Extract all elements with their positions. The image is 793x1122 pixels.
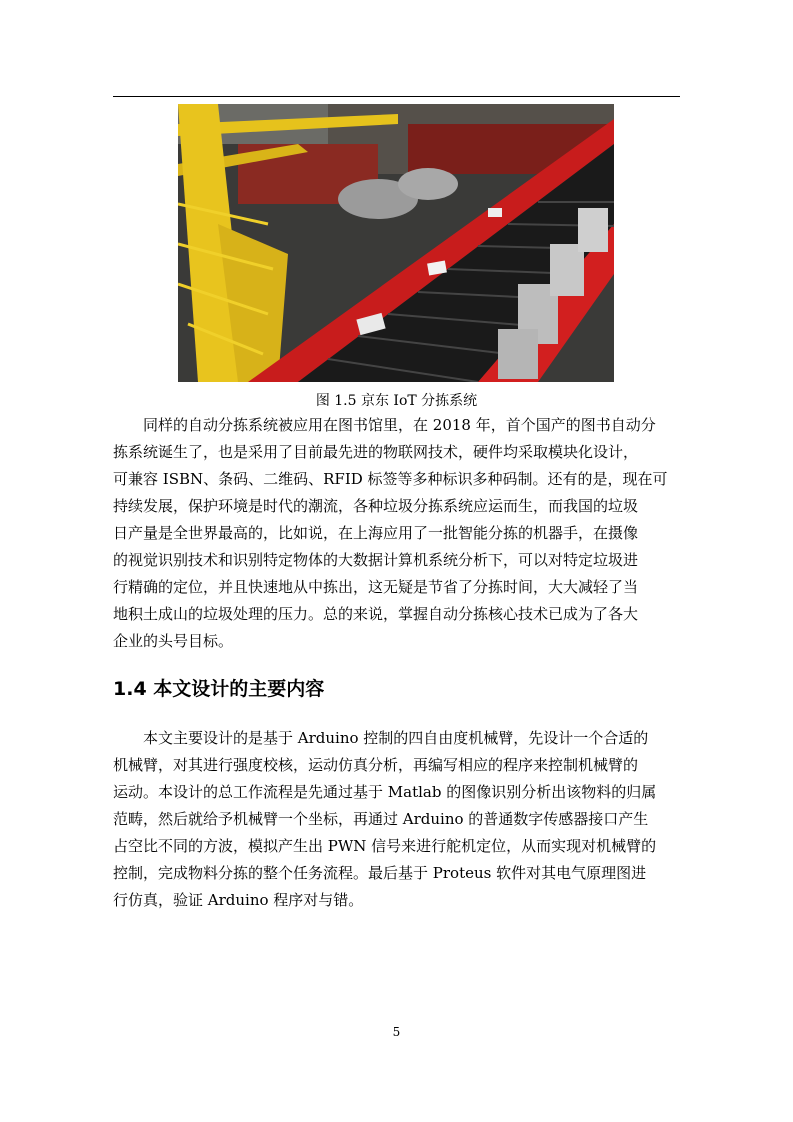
text-line: 机械臂，对其进行强度校核，运动仿真分析，再编写相应的程序来控制机械臂的 xyxy=(113,756,639,774)
text-line: 本文主要设计的是基于 Arduino 控制的四自由度机械臂，先设计一个合适的 xyxy=(113,729,649,747)
text-line: 同样的自动分拣系统被应用在图书馆里，在 2018 年，首个国产的图书自动分 xyxy=(113,416,656,434)
sorting-system-photo xyxy=(178,104,614,382)
text-line: 企业的头号目标。 xyxy=(113,632,234,650)
text-line: 范畴，然后就给予机械臂一个坐标，再通过 Arduino 的普通数字传感器接口产生 xyxy=(113,810,649,828)
text-line: 地积土成山的垃圾处理的压力。总的来说，掌握自动分拣核心技术已成为了各大 xyxy=(113,605,639,623)
body-paragraph-1 xyxy=(113,412,680,655)
text-line: 日产量是全世界最高的，比如说，在上海应用了一批智能分拣的机器手，在摄像 xyxy=(113,524,639,542)
header-rule xyxy=(113,96,680,97)
text-line: 持续发展，保护环境是时代的潮流，各种垃圾分拣系统应运而生，而我国的垃圾 xyxy=(113,497,639,515)
figure-caption: 图 1.5 京东 IoT 分拣系统 xyxy=(315,393,478,409)
body-paragraph-2 xyxy=(113,725,680,914)
text-line: 拣系统诞生了，也是采用了目前最先进的物联网技术，硬件均采取模块化设计， xyxy=(113,443,639,461)
text-line: 运动。本设计的总工作流程是先通过基于 Matlab 的图像识别分析出该物料的归属 xyxy=(113,783,657,801)
text-line: 可兼容 ISBN、条码、二维码、RFID 标签等多种标识多种码制。还有的是，现在可 xyxy=(113,470,668,488)
text-line: 控制，完成物料分拣的整个任务流程。最后基于 Proteus 软件对其电气原理图进 xyxy=(113,864,647,882)
page-number: 5 xyxy=(392,1025,401,1039)
text-line: 行仿真，验证 Arduino 程序对与错。 xyxy=(113,891,364,909)
text-line: 占空比不同的方波，模拟产生出 PWN 信号来进行舵机定位，从而实现对机械臂的 xyxy=(113,837,657,855)
text-line: 的视觉识别技术和识别特定物体的大数据计算机系统分析下，可以对特定垃圾进 xyxy=(113,551,639,569)
text-line: 行精确的定位，并且快速地从中拣出，这无疑是节省了分拣时间，大大减轻了当 xyxy=(113,578,639,596)
section-heading: 1.4 本文设计的主要内容 xyxy=(113,678,325,700)
